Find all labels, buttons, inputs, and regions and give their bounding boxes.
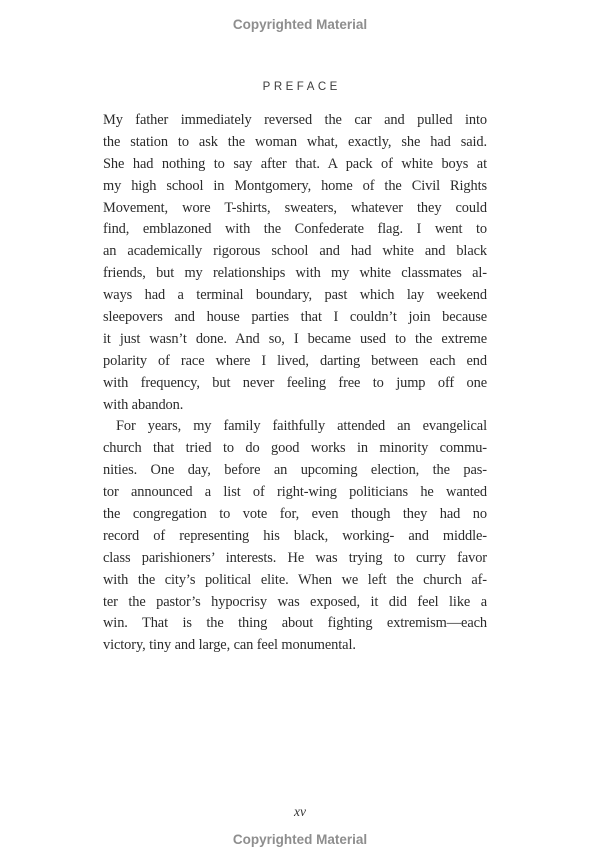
text-line: nities. One day, before an upcoming election, the pas- bbox=[103, 462, 487, 479]
text-line: My father immediately reversed the car and pulled into bbox=[103, 112, 487, 128]
text-line: the station to ask the woman what, exactly, she had said. bbox=[103, 133, 487, 150]
text-line: class parishioners’ interests. He was trying to curry favor bbox=[103, 549, 487, 566]
copyrighted-material-banner-top: Copyrighted Material bbox=[232, 17, 368, 32]
text-line: polarity of race where I lived, darting between each end bbox=[103, 352, 487, 369]
text-line: with frequency, but never feeling free to jump off one bbox=[103, 374, 487, 391]
text-line: find, emblazoned with the Confederate flag. I went to bbox=[103, 221, 487, 238]
paragraph bbox=[103, 416, 487, 657]
text-line: tor announced a list of right-wing politicians he wanted bbox=[103, 484, 487, 501]
text-line: my high school in Montgomery, home of the Civil Rights bbox=[103, 177, 487, 194]
text-line: it just wasn’t done. And so, I became used to the extreme bbox=[103, 330, 487, 347]
body-text bbox=[103, 110, 487, 657]
text-line: with abandon. bbox=[103, 396, 184, 413]
text-line: sleepovers and house parties that I couldn’t join because bbox=[103, 309, 487, 326]
text-line: friends, but my relationships with my white classmates al- bbox=[103, 265, 487, 282]
text-line: record of representing his black, working- and middle- bbox=[103, 527, 487, 544]
page-number: xv bbox=[294, 804, 306, 819]
text-line: an academically rigorous school and had white and black bbox=[103, 243, 487, 260]
text-line: church that tried to do good works in minority commu- bbox=[103, 440, 487, 457]
text-line: win. That is the thing about fighting extremism—each bbox=[103, 615, 487, 632]
text-line: She had nothing to say after that. A pack of white boys at bbox=[103, 155, 487, 172]
text-line: Movement, wore T-shirts, sweaters, whatever they could bbox=[103, 199, 487, 216]
text-line: the congregation to vote for, even though they had no bbox=[103, 506, 487, 523]
text-line: For years, my family faithfully attended an evangelical bbox=[116, 418, 487, 435]
text-line: ways had a terminal boundary, past which lay weekend bbox=[103, 287, 487, 304]
text-line: ter the pastor’s hypocrisy was exposed, it did feel like a bbox=[103, 593, 487, 610]
copyrighted-material-banner-bottom: Copyrighted Material bbox=[232, 832, 368, 847]
text-line: victory, tiny and large, can feel monumental. bbox=[103, 637, 356, 654]
preface-heading: PREFACE bbox=[262, 81, 341, 93]
paragraph bbox=[103, 110, 487, 416]
text-line: with the city’s political elite. When we left the church af- bbox=[103, 571, 487, 588]
